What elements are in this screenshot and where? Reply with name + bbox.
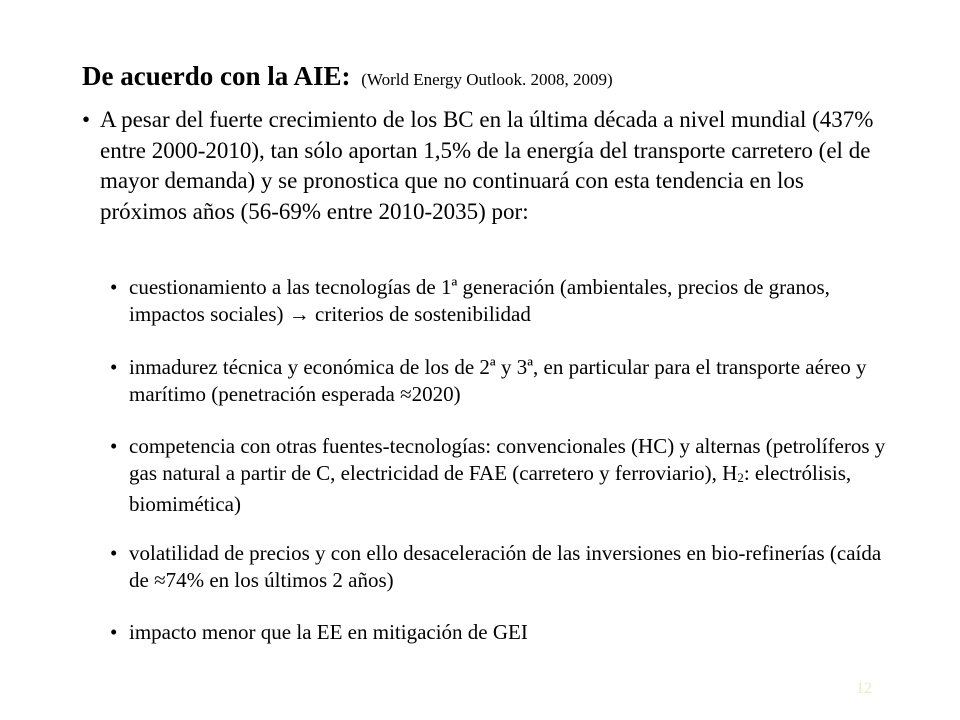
bullet-marker: • xyxy=(110,620,118,644)
main-bullet-text: A pesar del fuerte crecimiento de los BC en la última década a nivel mundial (437% entre 2000-2010), tan sólo aportan 1,5% de la energía del transporte carretero (el de mayor demanda) y se pronostica que no continuará con esta tendencia en los próximos años (56-69% entre 2010-2035) por: xyxy=(100,107,874,224)
list-item-text: inmadurez técnica y económica de los de 2ª y 3ª, en particular para el transporte aéreo y marítimo (penetración esperada ≈2020) xyxy=(129,355,867,406)
list-item-text: volatilidad de precios y con ello desaceleración de las inversiones en bio-refinerías (caída de ≈74% en los últimos 2 años) xyxy=(129,541,882,592)
bullet-marker: • xyxy=(110,355,118,379)
list-item xyxy=(110,354,890,408)
subscript: 2 xyxy=(737,470,744,485)
bullet-marker: • xyxy=(82,107,91,132)
list-item xyxy=(110,540,890,594)
list-item-text xyxy=(129,433,890,518)
list-item xyxy=(110,274,890,328)
bullet-marker: • xyxy=(110,275,118,299)
list-item-text-part: competencia con otras fuentes-tecnologías: convencionales (HC) y alternas (petrolíferos y gas natural a partir de C, electricidad de FAE (carretero y ferroviario), H xyxy=(129,434,886,485)
title-main: De acuerdo con la AIE: xyxy=(82,61,351,91)
slide-title xyxy=(82,58,613,98)
list-item-text-part: : electrólisis, biomimética) xyxy=(129,461,852,516)
title-source: (World Energy Outlook. 2008, 2009) xyxy=(361,70,613,89)
bullet-marker: • xyxy=(110,541,118,565)
list-item-text: impacto menor que la EE en mitigación de GEI xyxy=(129,620,528,644)
list-item xyxy=(110,619,890,646)
list-item xyxy=(110,433,890,518)
main-bullet xyxy=(82,105,882,227)
list-item-text: cuestionamiento a las tecnologías de 1ª generación (ambientales, precios de granos, impactos sociales) → criterios de sostenibilidad xyxy=(129,275,830,326)
bullet-marker: • xyxy=(110,434,118,458)
page-number: 12 xyxy=(856,680,872,697)
